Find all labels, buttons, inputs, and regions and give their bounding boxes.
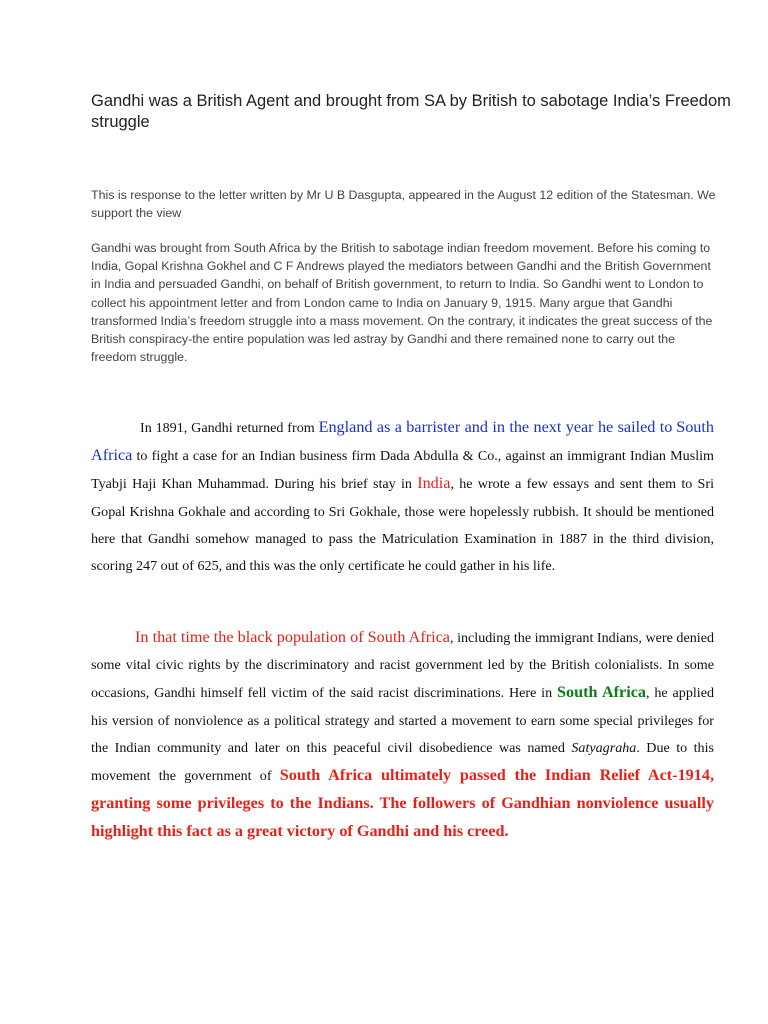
body-paragraph-1	[91, 414, 714, 580]
satyagraha-term: Satyagraha	[571, 739, 637, 756]
body-paragraph-2	[91, 624, 714, 847]
highlight-south-africa-green: South Africa	[556, 683, 646, 702]
highlight-south-africa: South Africa	[91, 418, 714, 465]
highlight-black-population: In that time the black population of South Africa	[135, 628, 450, 646]
highlight-india: India	[417, 474, 451, 493]
text-run: , he wrote a few essays and sent them to Sri Gopal Krishna Gokhale and according to Sri Gokhale, those were hopelessly rubbish. It should be mentioned here that Gandhi somehow managed to pass the Matriculation Examination in 1887 in the third division, scoring 247 out of 625, and this was the only certificate he could gather in his life.	[91, 476, 714, 575]
text-run: In 1891, Gandhi returned from	[140, 420, 319, 436]
article-title: Gandhi was a British Agent and brought from SA by British to sabotage India’s Freedom struggle	[91, 92, 731, 131]
intro-paragraph-2: Gandhi was brought from South Africa by the British to sabotage indian freedom movement. Before his coming to India, Gopal Krishna Gokhel and C F Andrews played the mediators between Gandhi and the British Government in India and persuaded Gandhi, on behalf of British government, to return to India. So Gandhi went to London to collect his appointment letter and from London came to India on January 9, 1915. Many argue that Gandhi transformed India’s freedom struggle into a mass movement. On the contrary, it indicates the great success of the British conspiracy-the entire population was led astray by Gandhi and there remained none to carry out the freedom struggle.	[91, 241, 713, 365]
highlight-indian-relief-act: South Africa ultimately passed the Indian Relief Act-1914, granting some privileges to the Indians. The followers of Gandhian nonviolence usually highlight this fact as a great victory of Gandhi and his creed.	[91, 766, 714, 841]
text-run: to fight a case for an Indian business firm Dada Abdulla & Co., against an immigrant Indian Muslim Tyabji Haji Khan Muhammad. During his brief stay in	[91, 448, 714, 493]
text-run: , including the immigrant Indians, were denied some vital civic rights by the discriminatory and racist government led by the British colonialists. In some occasions, Gandhi himself fell victim of the said racist discriminations. Here in	[91, 630, 715, 702]
text-run: . Due to this movement the government of	[91, 739, 714, 785]
intro-paragraph-1: This is response to the letter written by Mr U B Dasgupta, appeared in the August 12 edition of the Statesman. We support the view	[91, 188, 716, 221]
text-run: , he applied his version of nonviolence as a political strategy and started a movement to earn some special privileges for the Indian community and later on this peaceful civil disobedience was named	[91, 685, 715, 756]
highlight-england-barrister: England as a barrister and in the next year he sailed to	[318, 418, 673, 436]
